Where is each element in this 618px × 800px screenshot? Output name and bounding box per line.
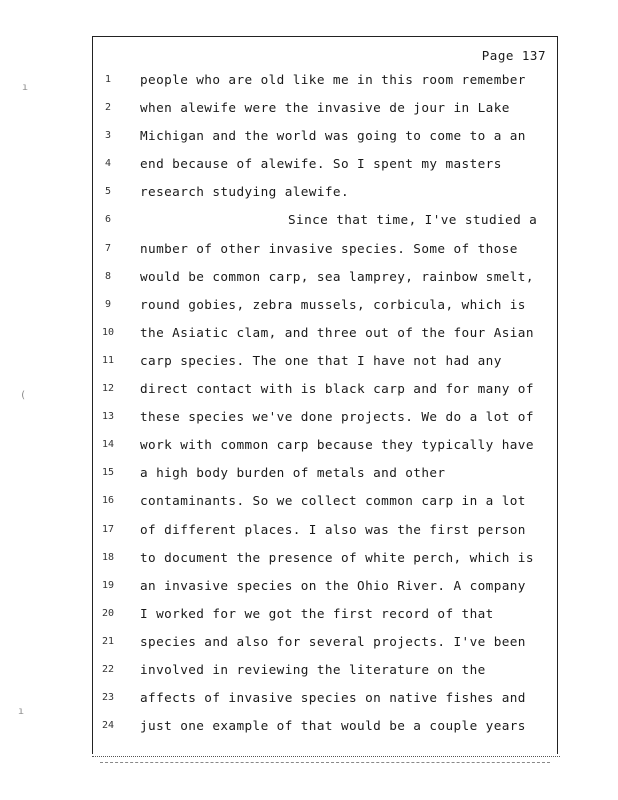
footer-divider-secondary	[100, 762, 550, 763]
line-text: Since that time, I've studied a	[288, 212, 538, 228]
line-number: 21	[101, 635, 115, 647]
line-text: just one example of that would be a couple years	[140, 718, 526, 734]
line-number: 5	[104, 186, 112, 198]
line-text: to document the presence of white perch, which is	[140, 549, 534, 565]
line-number: 4	[104, 158, 112, 170]
transcript-line	[100, 235, 556, 263]
transcript-body	[100, 66, 556, 740]
scan-mark: (	[20, 390, 27, 401]
transcript-line	[100, 291, 556, 319]
line-text: contaminants. So we collect common carp in a lot	[140, 493, 526, 509]
transcript-line	[100, 206, 556, 234]
line-text: these species we've done projects. We do a lot of	[140, 409, 534, 425]
line-text: of different places. I also was the first person	[140, 521, 526, 537]
transcript-line	[100, 459, 556, 487]
line-number: 17	[101, 523, 115, 535]
line-text: end because of alewife. So I spent my masters	[140, 156, 502, 172]
transcript-line	[100, 656, 556, 684]
line-number: 24	[101, 720, 115, 732]
line-text: work with common carp because they typically have	[140, 437, 534, 453]
transcript-line	[100, 178, 556, 206]
line-number: 3	[104, 130, 112, 142]
line-number: 15	[101, 467, 115, 479]
footer-divider	[92, 756, 560, 757]
page-number: Page 137	[481, 48, 546, 63]
line-number: 16	[101, 495, 115, 507]
line-text: number of other invasive species. Some of those	[140, 240, 518, 256]
transcript-line	[100, 487, 556, 515]
transcript-line	[100, 319, 556, 347]
line-number: 12	[101, 383, 115, 395]
line-number: 7	[104, 242, 112, 254]
line-text: affects of invasive species on native fishes and	[140, 690, 526, 706]
line-number: 11	[101, 354, 115, 366]
line-number: 6	[104, 214, 112, 226]
transcript-line	[100, 572, 556, 600]
line-text: research studying alewife.	[140, 184, 350, 200]
line-number: 19	[101, 579, 115, 591]
transcript-line	[100, 122, 556, 150]
transcript-line	[100, 263, 556, 291]
transcript-line	[100, 66, 556, 94]
transcript-line	[100, 94, 556, 122]
line-text: Michigan and the world was going to come to a an	[140, 128, 526, 144]
transcript-line	[100, 628, 556, 656]
line-text: an invasive species on the Ohio River. A company	[140, 577, 526, 593]
line-number: 23	[101, 692, 115, 704]
line-text: the Asiatic clam, and three out of the four Asian	[140, 324, 534, 340]
line-text: species and also for several projects. I've been	[140, 633, 526, 649]
line-text: when alewife were the invasive de jour in Lake	[140, 100, 510, 116]
scan-mark: ı	[22, 82, 29, 93]
line-number: 14	[101, 439, 115, 451]
line-number: 1	[104, 74, 112, 85]
line-number: 8	[104, 270, 112, 282]
transcript-line	[100, 516, 556, 544]
line-number: 18	[101, 551, 115, 563]
scan-mark: ı	[18, 706, 25, 717]
line-text: I worked for we got the first record of that	[140, 605, 494, 621]
line-number: 13	[101, 411, 115, 423]
line-text: a high body burden of metals and other	[140, 465, 446, 481]
line-number: 10	[101, 326, 115, 338]
transcript-line	[100, 684, 556, 712]
line-text: carp species. The one that I have not had any	[140, 352, 502, 368]
line-number: 2	[104, 102, 112, 114]
line-text: people who are old like me in this room remember	[140, 72, 526, 87]
transcript-line	[100, 375, 556, 403]
transcript-line	[100, 150, 556, 178]
line-text: direct contact with is black carp and for many of	[140, 381, 534, 397]
line-number: 22	[101, 663, 115, 675]
line-text: involved in reviewing the literature on the	[140, 661, 486, 677]
transcript-line	[100, 431, 556, 459]
line-text: round gobies, zebra mussels, corbicula, which is	[140, 296, 526, 312]
transcript-line	[100, 347, 556, 375]
transcript-line	[100, 403, 556, 431]
line-text: would be common carp, sea lamprey, rainbow smelt,	[140, 268, 534, 284]
transcript-line	[100, 712, 556, 740]
line-number: 9	[104, 298, 112, 310]
transcript-line	[100, 600, 556, 628]
transcript-line	[100, 544, 556, 572]
line-number: 20	[101, 607, 115, 619]
